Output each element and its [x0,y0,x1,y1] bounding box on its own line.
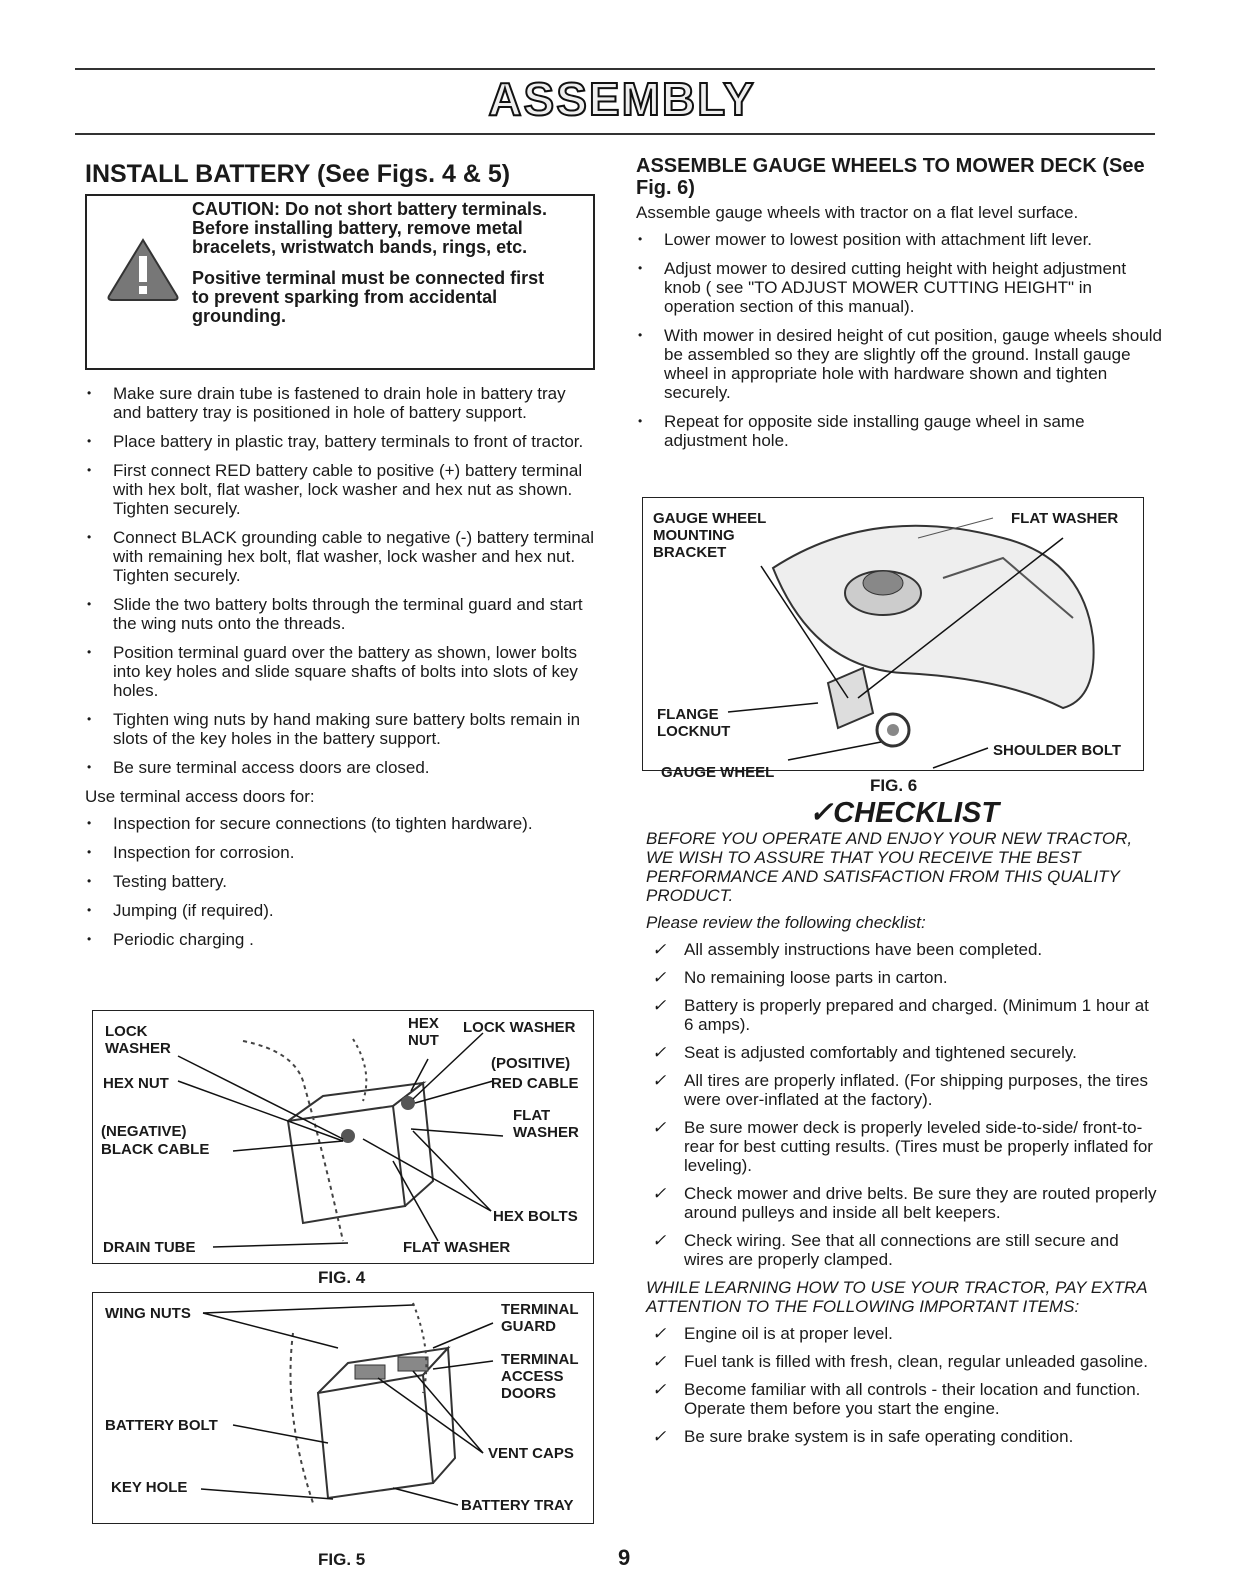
label-key-hole: KEY HOLE [111,1479,188,1496]
list-item: ✓ Fuel tank is filled with fresh, clean, regular unleaded gasoline. [646,1352,1162,1371]
list-item: • Adjust mower to desired cutting height with height adjustment knob ( see "TO ADJUST MOWER CUTTING HEIGHT" in operation section of this manual). [636,259,1162,316]
label-positive: (POSITIVE) [491,1055,571,1072]
label-negative: (NEGATIVE) [101,1123,187,1140]
list-item: • Lower mower to lowest position with attachment lift lever. [636,230,1162,249]
label-vent-caps: VENT CAPS [488,1445,574,1462]
list-item: • With mower in desired height of cut position, gauge wheels should be assembled so they are slightly off the ground. Install gauge wheel in appropriate hole with hardware shown and tighten securely. [636,326,1162,402]
label-hex-bolts: HEX BOLTS [493,1208,578,1225]
list-item: ✓ Engine oil is at proper level. [646,1324,1162,1343]
list-item: ✓ All assembly instructions have been completed. [646,940,1162,959]
label-hex-nut: HEX NUT [103,1075,169,1092]
left-column [85,160,595,959]
list-item: ✓ Be sure mower deck is properly leveled side-to-side/ front-to-rear for best cutting results. (Tires must be properly inflated for leveling). [646,1118,1162,1175]
fig5-caption: FIG. 5 [318,1550,366,1569]
install-battery-heading: INSTALL BATTERY (See Figs. 4 & 5) [85,160,511,188]
figure-5 [92,1292,594,1524]
list-item: • Be sure terminal access doors are closed. [85,758,595,777]
list-item: • Place battery in plastic tray, battery terminals to front of tractor. [85,432,595,451]
list-item: ✓ All tires are properly inflated. (For shipping purposes, the tires were over-inflated at the factory). [646,1071,1162,1109]
learning-intro: WHILE LEARNING HOW TO USE YOUR TRACTOR, PAY EXTRA ATTENTION TO THE FOLLOWING IMPORTANT ITEMS: [646,1278,1147,1316]
top-rule [75,68,1155,70]
list-item: ✓ Become familiar with all controls - their location and function. Operate them before you start the engine. [646,1380,1162,1418]
figure-4 [92,1010,594,1264]
label-shoulder-bolt: SHOULDER BOLT [993,742,1122,759]
caution-text-1: CAUTION: Do not short battery terminals. Before installing battery, remove metal bracelets, wristwatch bands, rings, etc. [192,199,548,257]
label-battery-bolt: BATTERY BOLT [105,1417,218,1434]
label-red-cable: RED CABLE [491,1075,579,1092]
label-mounting-bracket: GAUGE WHEEL MOUNTING BRACKET [653,510,767,561]
label-terminal-guard: TERMINAL GUARD [501,1301,579,1335]
label-flat-washer: FLAT WASHER [513,1107,579,1141]
battery-steps [85,384,595,777]
list-item: • Position terminal guard over the battery as shown, lower bolts into key holes and slide square shafts of bolts into slots of key holes. [85,643,595,700]
checklist-title: ✓CHECKLIST [808,797,1000,829]
list-item: ✓ No remaining loose parts in carton. [646,968,1162,987]
list-item: • Inspection for corrosion. [85,843,595,862]
fig6-caption: FIG. 6 [870,776,918,795]
list-item: • Connect BLACK grounding cable to negative (-) battery terminal with remaining hex bolt, flat washer, lock washer and hex nut. Tighten securely. [85,528,595,585]
label-wing-nuts: WING NUTS [105,1305,191,1322]
access-intro: Use terminal access doors for: [85,787,315,806]
label-flat-washer: FLAT WASHER [1011,510,1119,527]
right-column-top [636,155,1162,460]
list-item: • Jumping (if required). [85,901,595,920]
label-black-cable: BLACK CABLE [101,1141,210,1158]
label-flange-locknut: FLANGE LOCKNUT [657,706,731,740]
list-item: • Make sure drain tube is fastened to drain hole in battery tray and battery tray is positioned in hole of battery support. [85,384,595,422]
caution-text-2: Positive terminal must be connected first to prevent sparking from accidental grounding. [192,268,545,326]
checklist-review: Please review the following checklist: [646,913,926,932]
page-title: ASSEMBLY [488,73,756,125]
warning-icon [105,236,181,302]
list-item: • Periodic charging . [85,930,595,949]
list-item: ✓ Battery is properly prepared and charged. (Minimum 1 hour at 6 amps). [646,996,1162,1034]
figure-6 [642,497,1144,781]
label-drain-tube: DRAIN TUBE [103,1239,196,1256]
label-battery-tray: BATTERY TRAY [461,1497,574,1514]
page-number: 9 [618,1545,631,1570]
list-item: • Inspection for secure connections (to tighten hardware). [85,814,595,833]
list-item: • First connect RED battery cable to positive (+) battery terminal with hex bolt, flat washer, lock washer and hex nut as shown. Tighten securely. [85,461,595,518]
gauge-wheels-intro: Assemble gauge wheels with tractor on a flat level surface. [636,203,1079,222]
list-item: ✓ Check wiring. See that all connections are still secure and wires are properly clamped. [646,1231,1162,1269]
title-rule [75,133,1155,135]
list-item: ✓ Check mower and drive belts. Be sure they are routed properly around pulleys and inside all belt keepers. [646,1184,1162,1222]
checklist-section [646,797,1162,1455]
list-item: ✓ Be sure brake system is in safe operating condition. [646,1427,1162,1446]
list-item: • Repeat for opposite side installing gauge wheel in same adjustment hole. [636,412,1162,450]
access-uses [85,814,595,949]
checklist-items [646,940,1162,1269]
list-item: • Slide the two battery bolts through the terminal guard and start the wing nuts onto the threads. [85,595,595,633]
label-flat-washer: FLAT WASHER [403,1239,511,1256]
label-lock-washer: LOCK WASHER [105,1023,171,1057]
gauge-wheels-heading: ASSEMBLE GAUGE WHEELS TO MOWER DECK (See Fig. 6) [636,155,1145,199]
checklist-intro: BEFORE YOU OPERATE AND ENJOY YOUR NEW TRACTOR, WE WISH TO ASSURE THAT YOU RECEIVE THE BEST PERFORMANCE AND SATISFACTION FROM THIS QUALITY PRODUCT. [646,829,1133,905]
label-lock-washer: LOCK WASHER [463,1019,576,1036]
list-item: ✓ Seat is adjusted comfortably and tightened securely. [646,1043,1162,1062]
list-item: • Testing battery. [85,872,595,891]
label-terminal-access-doors: TERMINAL ACCESS DOORS [501,1351,579,1402]
fig4-caption: FIG. 4 [318,1268,366,1287]
label-hex-nut: HEX NUT [408,1015,439,1049]
list-item: • Tighten wing nuts by hand making sure battery bolts remain in slots of the key holes in the battery support. [85,710,595,748]
gauge-wheels-steps [636,230,1162,450]
label-gauge-wheel: GAUGE WHEEL [661,764,775,781]
learning-items [646,1324,1162,1446]
caution-box [85,194,595,370]
